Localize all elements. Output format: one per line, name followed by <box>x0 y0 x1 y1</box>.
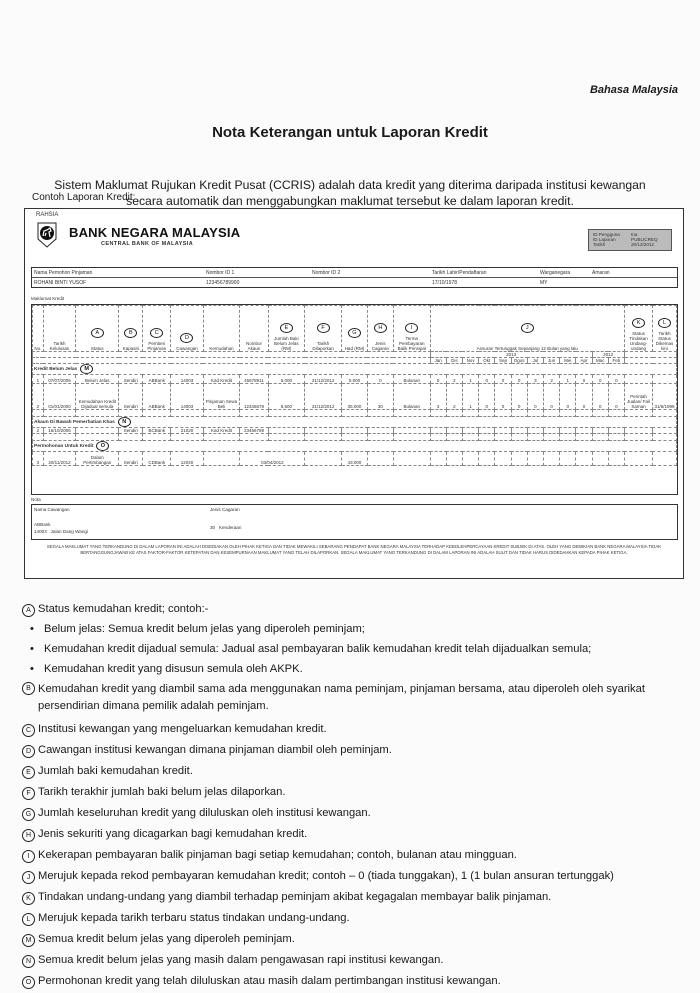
legend-item: D Cawangan institusi kewangan dimana pinjaman diambil oleh peminjam. <box>22 744 392 758</box>
table-cell <box>495 434 511 441</box>
table-cell <box>608 410 624 417</box>
table-cell: 5.000 <box>341 375 367 384</box>
id2-header: Nombor ID 2 <box>312 270 341 276</box>
meta-label: Tarikh <box>593 242 606 247</box>
month-header: Jan <box>430 358 446 364</box>
table-cell: 31/12/2012 <box>305 384 342 410</box>
table-row <box>33 452 677 466</box>
legend-subitem: • Kemudahan kredit dijadual semula: Jadual asal pembayaran balik kemudahan kredit telah dijadualkan semula; <box>44 643 591 655</box>
marker-e-icon: E <box>22 766 35 779</box>
marker-o-icon: O <box>22 976 35 989</box>
table-cell <box>576 434 592 441</box>
table-cell: Sendiri <box>119 428 143 434</box>
table-cell <box>479 452 495 466</box>
col-collateral: H Jenis Cagaran <box>367 306 393 352</box>
col-date: Tarikh Kelulusan <box>43 306 75 352</box>
month-header: Ogos <box>511 358 527 364</box>
table-cell: 8.500 <box>268 384 305 410</box>
table-cell <box>341 410 367 417</box>
table-cell <box>625 452 653 466</box>
table-cell <box>527 434 543 441</box>
sample-credit-report <box>24 208 684 579</box>
table-cell: 31/6/1999 <box>653 384 677 410</box>
table-cell: ABBank <box>143 375 171 384</box>
table-cell: 2 <box>446 384 462 410</box>
legend-item: A Status kemudahan kredit; contoh:- <box>22 603 208 617</box>
table-cell <box>203 410 240 417</box>
borrower-info <box>31 267 678 288</box>
table-cell: 16/10/2006 <box>43 428 75 434</box>
table-cell <box>446 410 462 417</box>
table-cell: 1 <box>462 375 478 384</box>
marker-m-icon: M <box>22 934 35 947</box>
table-cell <box>543 452 559 466</box>
table-cell: Perintah Jualan/ Fail Saman <box>625 384 653 410</box>
legend-item: E Jumlah baki kemudahan kredit. <box>22 765 193 779</box>
table-cell: 3 <box>33 452 44 466</box>
table-cell <box>33 434 44 441</box>
table-cell <box>527 452 543 466</box>
table-cell: 0 <box>367 375 393 384</box>
table-cell <box>592 410 608 417</box>
table-cell <box>76 410 119 417</box>
intro-paragraph: Sistem Maklumat Rujukan Kredit Pusat (CCRIS) adalah data kredit yang diterima daripada institusi kewangan secara automatik dan menggabungkan maklumat tersebut ke dalam laporan kredit. <box>54 178 646 208</box>
marker-o-icon: O <box>96 441 109 451</box>
table-cell: 0 <box>495 375 511 384</box>
col-facility: Kemudahan <box>203 306 240 352</box>
table-cell: 0 <box>576 375 592 384</box>
table-cell: 0 <box>511 384 527 410</box>
table-cell <box>511 410 527 417</box>
table-cell <box>625 375 653 384</box>
table-cell <box>653 410 677 417</box>
collateral-value: 30 Kenderaan <box>210 525 242 530</box>
table-cell: 31/12/2012 <box>305 375 342 384</box>
table-cell: 35.000 <box>341 384 367 410</box>
table-cell <box>305 410 342 417</box>
table-cell: 2 <box>33 428 44 434</box>
table-cell <box>393 452 430 466</box>
table-cell <box>479 410 495 417</box>
table-cell <box>268 434 305 441</box>
table-cell: 2 <box>33 384 44 410</box>
marker-h-icon: H <box>22 829 35 842</box>
table-cell: 12040 <box>171 452 203 466</box>
table-cell <box>560 434 576 441</box>
section-label: Kredit Belum Jelas M <box>33 364 677 375</box>
table-cell <box>43 434 75 441</box>
table-cell <box>446 434 462 441</box>
table-cell: 0 <box>430 375 446 384</box>
table-cell: 0 <box>576 384 592 410</box>
table-cell: 07/07/2006 <box>43 375 75 384</box>
table-cell <box>625 410 653 417</box>
table-cell <box>143 410 171 417</box>
marker-k-icon: K <box>632 318 645 328</box>
marker-c-icon: C <box>22 724 35 737</box>
table-cell <box>511 452 527 466</box>
marker-b-icon: B <box>124 328 137 338</box>
credit-table <box>31 304 678 495</box>
notes-label: Nota <box>31 497 41 502</box>
col-lender: C Pemberi Pinjaman <box>143 306 171 352</box>
marker-f-icon: F <box>22 787 35 800</box>
table-cell <box>430 410 446 417</box>
table-cell: 20/11/2012 <box>43 452 75 466</box>
table-cell: Sendiri <box>119 452 143 466</box>
table-cell <box>462 410 478 417</box>
table-cell <box>203 434 240 441</box>
legend-item: N Semua kredit belum jelas yang masih dalam pengawasan rapi institusi kewangan. <box>22 954 443 968</box>
table-cell: 0 <box>592 384 608 410</box>
table-cell <box>543 434 559 441</box>
legend-item: H Jenis sekuriti yang dicagarkan bagi kemudahan kredit. <box>22 828 307 842</box>
section-row <box>33 417 677 428</box>
table-cell <box>576 452 592 466</box>
table-cell: Kemudahan Kredit Dijadual semula <box>76 384 119 410</box>
section-row <box>33 364 677 375</box>
table-cell <box>367 434 393 441</box>
table-cell <box>592 434 608 441</box>
marker-n-icon: N <box>118 417 131 427</box>
table-cell: 1 <box>33 375 44 384</box>
table-cell <box>240 410 268 417</box>
month-header: Mac <box>592 358 608 364</box>
legend-item: I Kekerapan pembayaran balik pinjaman bagi setiap kemudahan; contoh, bulanan atau mingguan. <box>22 849 517 863</box>
marker-n-icon: N <box>22 955 35 968</box>
table-cell: BCBank <box>143 428 171 434</box>
table-cell <box>240 434 268 441</box>
marker-g-icon: G <box>348 328 361 338</box>
table-cell <box>203 452 240 466</box>
table-cell: Kad Kredit <box>203 428 240 434</box>
id1-value: 123456789900 <box>206 280 240 286</box>
table-cell: 03/04/2012 <box>240 452 305 466</box>
marker-i-icon: I <box>405 323 418 333</box>
table-cell: 0 <box>479 384 495 410</box>
table-cell <box>543 410 559 417</box>
table-cell <box>576 410 592 417</box>
marker-a-icon: A <box>22 604 35 617</box>
col-repayment: I Terma Pembayaran Balik Prinsipal <box>393 306 430 352</box>
table-cell <box>171 410 203 417</box>
month-header: Jul <box>527 358 543 364</box>
table-cell: 0 <box>479 375 495 384</box>
table-cell <box>33 410 44 417</box>
table-cell <box>592 452 608 466</box>
table-cell <box>653 434 677 441</box>
month-header: Sep <box>495 358 511 364</box>
table-cell: 30 <box>367 384 393 410</box>
table-row <box>33 375 677 384</box>
marker-e-icon: E <box>280 323 293 333</box>
marker-l-icon: L <box>658 318 671 328</box>
table-cell <box>143 434 171 441</box>
table-cell: 3 <box>430 384 446 410</box>
table-cell: 01/01/2000 <box>43 384 75 410</box>
table-cell <box>511 434 527 441</box>
col-account: Nombor Akaun <box>240 306 268 352</box>
table-cell <box>305 452 342 466</box>
branch-header: Nama Cawangan <box>34 507 70 512</box>
col-status: A Status <box>76 306 119 352</box>
col-limit: G Had (RM) <box>341 306 367 352</box>
month-header: Dis <box>446 358 462 364</box>
table-cell: 0 <box>560 384 576 410</box>
classification-label: RAHSIA <box>36 212 59 218</box>
table-cell: 2 <box>543 375 559 384</box>
legend-item: M Semua kredit belum jelas yang diperoleh peminjam. <box>22 933 295 947</box>
table-cell <box>119 410 143 417</box>
borrower-name-header: Nama Pemohon Pinjaman <box>34 270 93 276</box>
year-label: 2013 <box>430 352 592 358</box>
table-cell <box>653 375 677 384</box>
col-legal-status: K Status Tindakan Undang-undang <box>625 306 653 352</box>
table-cell: 3 <box>527 375 543 384</box>
table-cell: 14003 <box>171 384 203 410</box>
table-cell <box>560 410 576 417</box>
legend-item: B Kemudahan kredit yang diambil sama ada menggunakan nama peminjam, pinjaman bersama, atau diperoleh oleh syarikat persendirian dimana pemilik adalah peminjam. <box>22 681 678 715</box>
table-cell <box>495 410 511 417</box>
table-cell <box>393 410 430 417</box>
table-cell: ABBank <box>143 384 171 410</box>
legend-item: O Permohonan kredit yang telah diluluskan atau masih dalam pertimbangan institusi kewangan. <box>22 975 501 989</box>
month-header: Nov <box>462 358 478 364</box>
table-cell: 0 <box>608 384 624 410</box>
col-reported-date: F Tarikh Dilaporkan <box>305 306 342 352</box>
col-balance: E Jumlah Baki Belum Jelas (RM) <box>268 306 305 352</box>
table-cell <box>305 434 342 441</box>
table-cell <box>527 410 543 417</box>
page-title: Nota Keterangan untuk Laporan Kredit <box>212 124 488 141</box>
month-header: Feb <box>608 358 624 364</box>
bank-subtitle: CENTRAL BANK OF MALAYSIA <box>101 241 194 247</box>
table-cell: Pinjaman Sewa Beli <box>203 384 240 410</box>
table-cell <box>430 452 446 466</box>
table-cell <box>367 452 393 466</box>
table-cell <box>560 452 576 466</box>
credit-info-label: Maklumat Kredit <box>31 296 65 301</box>
table-cell <box>341 434 367 441</box>
legend-subitem: • Belum jelas: Semua kredit belum jelas yang diperoleh peminjam; <box>44 623 365 635</box>
notes-box <box>31 504 678 540</box>
table-cell <box>495 452 511 466</box>
table-cell: 0 <box>511 375 527 384</box>
table-cell: Bulanan <box>393 375 430 384</box>
table-cell <box>625 434 653 441</box>
meta-label: ID Pengguna <box>593 232 620 237</box>
branch-detail: 14003 Jalan Dang Wangi <box>34 529 88 534</box>
marker-c-icon: C <box>150 328 163 338</box>
table-cell <box>479 434 495 441</box>
marker-d-icon: D <box>22 745 35 758</box>
table-cell: CDBank <box>143 452 171 466</box>
table-cell: 0 <box>527 384 543 410</box>
col-arrears: J Ansuran Tertunggak Sepanjang 12 Bulan yang lalu <box>430 306 624 352</box>
example-label: Contoh Laporan Kredit: <box>32 192 136 203</box>
table-cell: 12345678 <box>240 384 268 410</box>
month-header: Mei <box>560 358 576 364</box>
table-cell: Dalam Pertimbangan <box>76 452 119 466</box>
marker-i-icon: I <box>22 850 35 863</box>
table-cell: 0 <box>608 375 624 384</box>
meta-label: ID Laporan <box>593 237 616 242</box>
bank-logo-icon <box>37 222 57 248</box>
bank-name: BANK NEGARA MALAYSIA <box>69 225 241 240</box>
table-cell: Bulanan <box>393 384 430 410</box>
table-cell <box>367 410 393 417</box>
year-label: 2012 <box>592 352 624 358</box>
meta-value: Ina <box>631 232 638 237</box>
legend-item: K Tindakan undang-undang yang diambil terhadap peminjam akibat kegagalan membayar balik pinjaman. <box>22 891 551 905</box>
table-row <box>33 384 677 410</box>
marker-b-icon: B <box>22 682 35 695</box>
table-cell <box>608 434 624 441</box>
legend-item: L Merujuk kepada tarikh terbaru status tindakan undang-undang. <box>22 912 350 926</box>
table-cell: 0 <box>592 375 608 384</box>
table-cell <box>608 452 624 466</box>
month-header: Okt <box>479 358 495 364</box>
legend-item: J Merujuk kepada rekod pembayaran kemudahan kredit; contoh – 0 (tiada tunggakan), 1 (1 bulan ansuran tertunggak) <box>22 870 614 884</box>
table-cell: 5.000 <box>268 375 305 384</box>
nationality-header: Warganegara <box>540 270 571 276</box>
meta-value: PUBLICREQ <box>631 237 658 242</box>
borrower-name: ROHANI BINTI YUSOF <box>34 280 87 286</box>
month-header: Jun <box>543 358 559 364</box>
month-header: Apr <box>576 358 592 364</box>
col-legal-date: L Tarikh Status Dikemas kini <box>653 306 677 352</box>
dob-header: Tarikh Lahir/Pendaftaran <box>432 270 487 276</box>
table-cell <box>171 434 203 441</box>
table-cell: 21020 <box>171 428 203 434</box>
table-cell: 43.000 <box>341 452 367 466</box>
table-cell: 1 <box>560 375 576 384</box>
warning-header: Amaran <box>592 270 610 276</box>
table-cell: 23456789 <box>240 428 268 434</box>
meta-value: 20/12/2012 <box>631 242 654 247</box>
legend-item: G Jumlah keseluruhan kredit yang diluluskan oleh institusi kewangan. <box>22 807 371 821</box>
table-cell: 0 <box>543 384 559 410</box>
table-cell: Sendiri <box>119 384 143 410</box>
marker-a-icon: A <box>91 328 104 338</box>
table-cell: Kad Kredit <box>203 375 240 384</box>
branch-name: ABBank <box>34 522 51 527</box>
table-cell: 45678911 <box>240 375 268 384</box>
marker-j-icon: J <box>521 323 534 333</box>
dob-value: 17/10/1978 <box>432 280 458 286</box>
marker-f-icon: F <box>317 323 330 333</box>
table-cell <box>462 434 478 441</box>
marker-d-icon: D <box>180 333 193 343</box>
section-label: Permohonan Untuk Kredit O <box>33 441 677 452</box>
table-cell <box>430 434 446 441</box>
collateral-header: Jenis Cagaran <box>210 507 240 512</box>
section-row <box>33 441 677 452</box>
table-cell: 2 <box>446 375 462 384</box>
table-cell: Sendiri <box>119 375 143 384</box>
table-cell <box>119 434 143 441</box>
table-cell <box>446 452 462 466</box>
legend-item: F Tarikh terakhir jumlah baki belum jelas dilaporkan. <box>22 786 285 800</box>
legend-item: C Institusi kewangan yang mengeluarkan kemudahan kredit. <box>22 723 327 737</box>
col-no: No. <box>33 306 44 352</box>
marker-j-icon: J <box>22 871 35 884</box>
marker-g-icon: G <box>22 808 35 821</box>
table-cell: 14003 <box>171 375 203 384</box>
table-cell <box>268 410 305 417</box>
marker-m-icon: M <box>80 364 93 374</box>
id1-header: Nombor ID 1 <box>206 270 235 276</box>
nationality-value: MY <box>540 280 548 286</box>
marker-k-icon: K <box>22 892 35 905</box>
section-label: Akaun Di Bawah Pemerhatian Khas N <box>33 417 677 428</box>
table-cell <box>76 434 119 441</box>
disclaimer: SEGALA MAKLUMAT YANG TERKANDUNG DI DALAM LAPORAN INI ADALAH DISEDIAKAN OLEH PIHAK KETIGA DAN TIDAK MEWAKILI SEBARANG PENDAPAT BANK NEGARA MALAYSIA TERHADAP KEBOLEHPERCAYAAN KREDIT SUBJEK DI ATAS. OLEH YANG DEMIKIAN BANK NEGARA MALAYSIA TIDAK BERTANGGUNGJAWAB KE ATAS FAKTOR-FAKTOR KETEPATAN DAN KESEMPURNAAN MAKLUMAT YANG TELAH DILAPORKAN. SEGALA MAKLUMAT YANG TERKANDUNG DI DALAM LAPORAN INI ADALAH SULIT DAN TIDAK HARUS DIDEDAHKAN KEPADA PIHAK KETIGA. <box>46 544 662 555</box>
language-label: Bahasa Malaysia <box>589 84 678 96</box>
table-cell: Belum Jelas <box>76 375 119 384</box>
col-branch: D Cawangan <box>171 306 203 352</box>
table-cell: 1 <box>462 384 478 410</box>
col-capacity: B Kapasiti <box>119 306 143 352</box>
marker-h-icon: H <box>374 323 387 333</box>
table-cell <box>462 452 478 466</box>
legend-subitem: • Kemudahan kredit yang disusun semula oleh AKPK. <box>44 663 303 675</box>
table-cell: 0 <box>495 384 511 410</box>
table-cell <box>43 410 75 417</box>
table-cell <box>393 434 430 441</box>
table-cell <box>653 452 677 466</box>
marker-l-icon: L <box>22 913 35 926</box>
report-meta-box <box>588 229 672 251</box>
